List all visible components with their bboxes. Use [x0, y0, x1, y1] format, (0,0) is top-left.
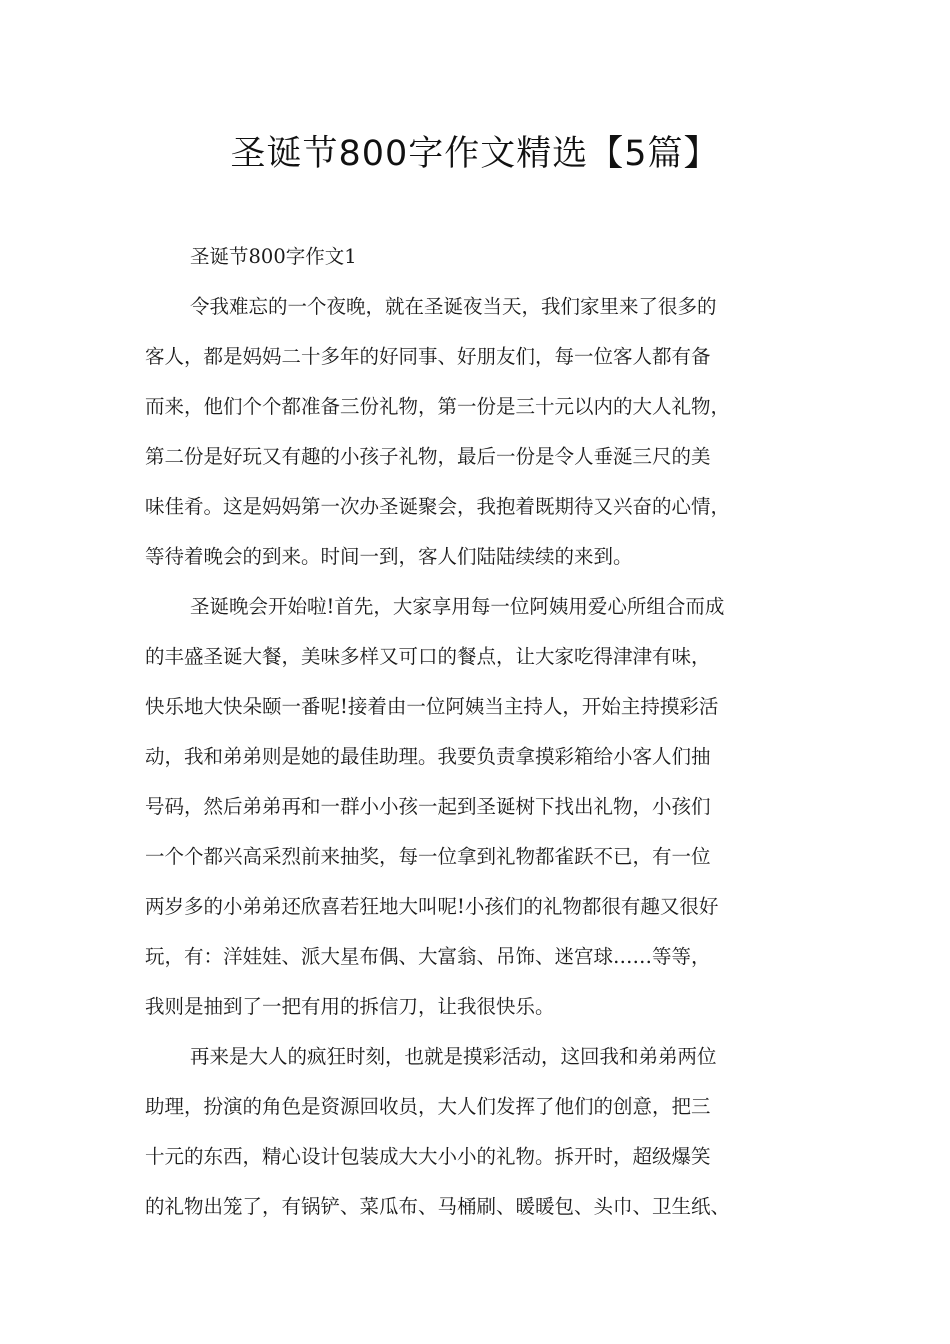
essay-line: 的礼物出笼了，有锅铲、菜瓜布、马桶刷、暖暖包、头巾、卫生纸、 [145, 1195, 731, 1218]
essay-line: 令我难忘的一个夜晚，就在圣诞夜当天，我们家里来了很多的 [190, 295, 717, 318]
essay-line: 而来，他们个个都准备三份礼物，第一份是三十元以内的大人礼物， [145, 395, 731, 418]
essay-line: 味佳肴。这是妈妈第一次办圣诞聚会，我抱着既期待又兴奋的心情， [145, 495, 731, 518]
essay-line: 客人，都是妈妈二十多年的好同事、好朋友们，每一位客人都有备 [145, 345, 711, 368]
essay-line: 的丰盛圣诞大餐，美味多样又可口的餐点，让大家吃得津津有味， [145, 645, 711, 668]
essay-line: 一个个都兴高采烈前来抽奖，每一位拿到礼物都雀跃不已，有一位 [145, 845, 711, 868]
essay-line: 助理，扮演的角色是资源回收员，大人们发挥了他们的创意，把三 [145, 1095, 711, 1118]
essay-lines [145, 282, 825, 1232]
essay-line: 十元的东西，精心设计包装成大大小小的礼物。拆开时，超级爆笑 [145, 1145, 711, 1168]
essay-line: 玩，有：洋娃娃、派大星布偶、大富翁、吊饰、迷宫球……等等， [145, 945, 711, 968]
document-title: 圣诞节800字作文精选【5篇】 [230, 134, 720, 174]
essay-line: 我则是抽到了一把有用的拆信刀，让我很快乐。 [145, 995, 555, 1018]
essay-line: 号码，然后弟弟再和一群小小孩一起到圣诞树下找出礼物，小孩们 [145, 795, 711, 818]
essay-line: 等待着晚会的到来。时间一到，客人们陆陆续续的来到。 [145, 545, 633, 568]
section-heading: 圣诞节800字作文1 [190, 245, 357, 268]
essay-line: 第二份是好玩又有趣的小孩子礼物，最后一份是令人垂涎三尺的美 [145, 445, 711, 468]
essay-line: 快乐地大快朵颐一番呢!接着由一位阿姨当主持人，开始主持摸彩活 [145, 695, 719, 718]
essay-line: 再来是大人的疯狂时刻，也就是摸彩活动，这回我和弟弟两位 [190, 1045, 717, 1068]
essay-body [145, 232, 825, 1232]
essay-line: 圣诞晚会开始啦!首先，大家享用每一位阿姨用爱心所组合而成 [190, 595, 725, 618]
essay-line: 两岁多的小弟弟还欣喜若狂地大叫呢!小孩们的礼物都很有趣又很好 [145, 895, 719, 918]
essay-line: 动，我和弟弟则是她的最佳助理。我要负责拿摸彩箱给小客人们抽 [145, 745, 711, 768]
